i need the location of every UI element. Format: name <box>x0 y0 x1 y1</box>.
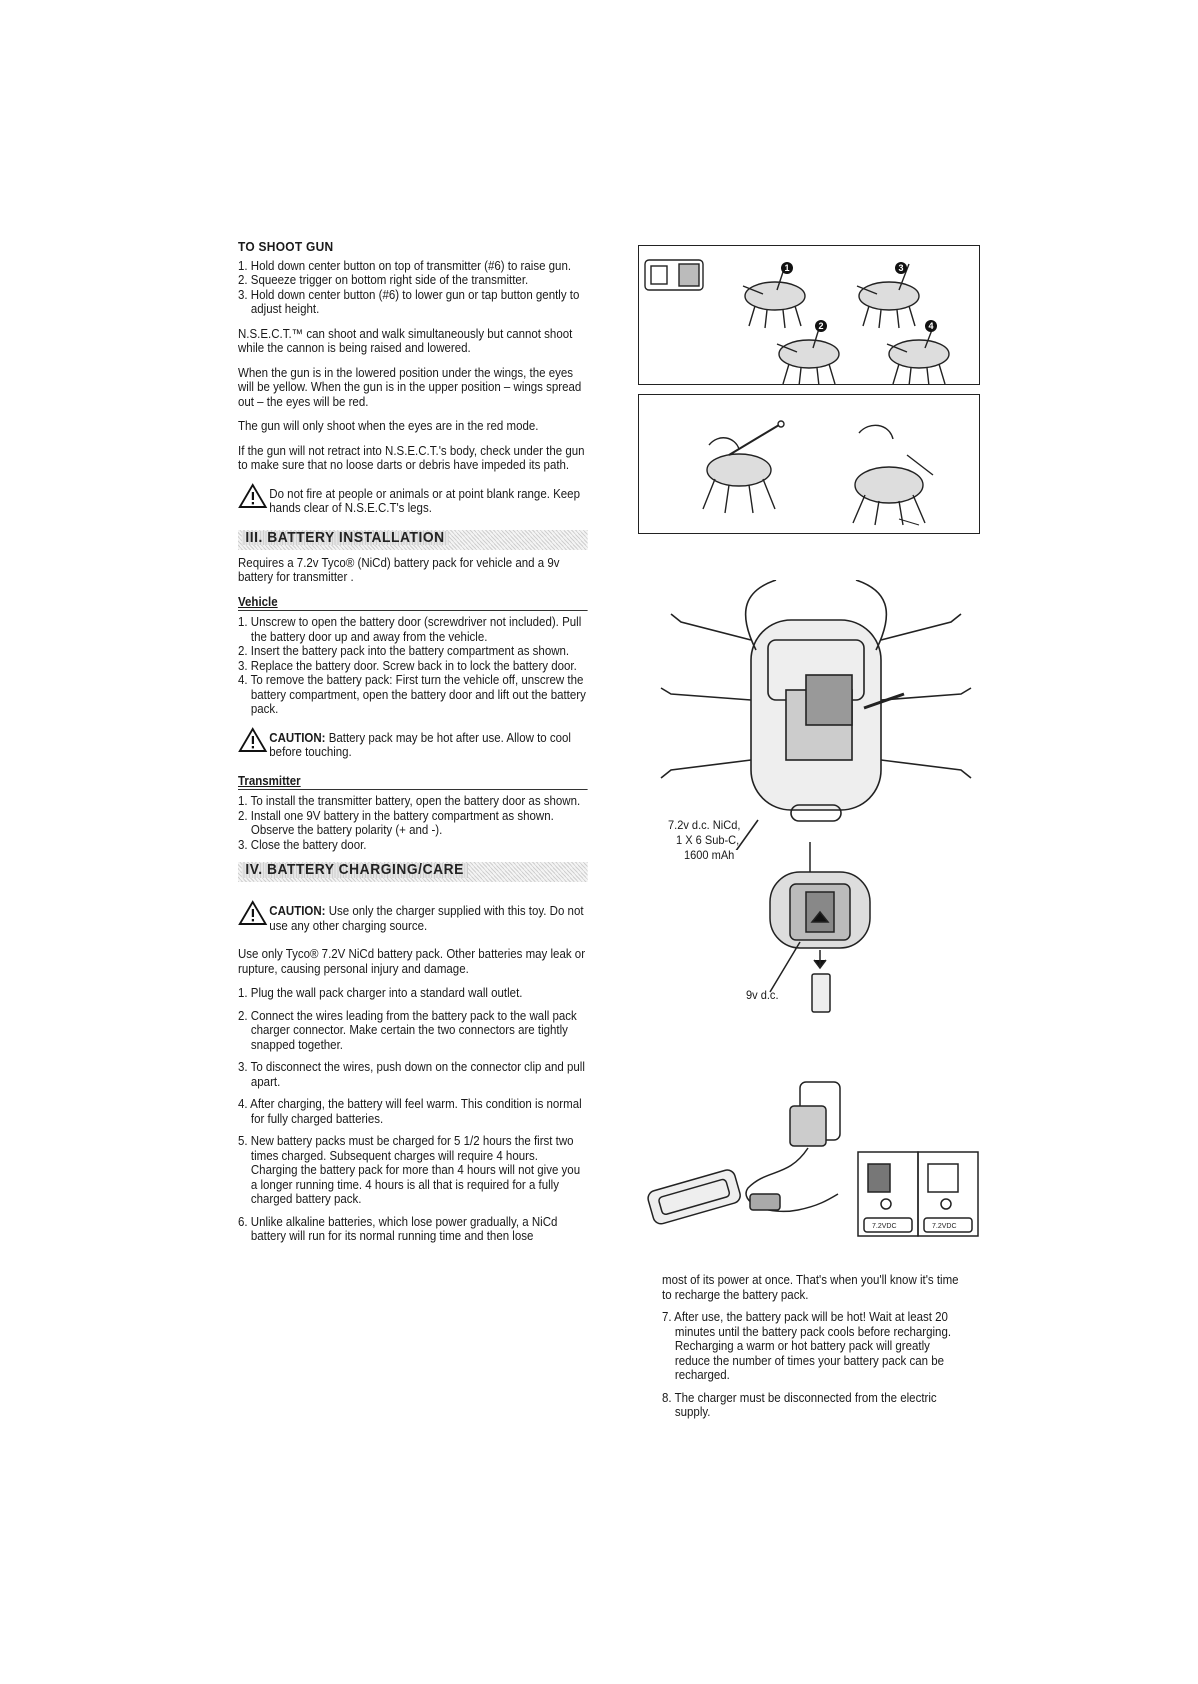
step-number-1: 1 <box>784 263 790 273</box>
caution-label: CAUTION: <box>269 730 326 745</box>
step-number-4: 4 <box>928 321 934 331</box>
warning-triangle-icon <box>238 483 267 509</box>
paragraph: When the gun is in the lowered position under the wings, the eyes will be yellow. When the gun is in the upper position – wings spread out – the eyes will be red. <box>238 365 582 409</box>
paragraph: N.S.E.C.T.™ can shoot and walk simultaneously but cannot shoot while the cannon is being raised and lowered. <box>238 326 573 355</box>
list-item: 3. Replace the battery door. Screw back in to lock the battery door. <box>238 658 577 673</box>
warning-triangle-icon <box>238 900 267 926</box>
battery-spec-label-2: 1 X 6 Sub-C, <box>676 833 740 847</box>
nine-volt-label: 9v d.c. <box>746 988 779 1002</box>
shoot-gun-steps <box>238 259 588 317</box>
charger-figure <box>640 1072 980 1244</box>
caution-text: Use only the charger supplied with this toy. Do not use any other charging source. <box>269 904 584 933</box>
list-item: 6. Unlike alkaline batteries, which lose power gradually, a NiCd battery will run for its normal running time and then lose <box>238 1214 558 1243</box>
battery-spec-label-1: 7.2v d.c. NiCd, <box>668 818 741 832</box>
vehicle-battery-illustration <box>656 580 976 850</box>
list-item: 7. After use, the battery pack will be hot! Wait at least 20 minutes until the battery pack cools before recharging. Recharging a warm or hot battery pack will greatly reduce the number of times your battery pack can be recharged. <box>662 1310 952 1382</box>
list-item: 3. Close the battery door. <box>238 837 367 852</box>
shoot-gun-heading: TO SHOOT GUN <box>238 239 334 254</box>
charging-steps-continued <box>662 1310 961 1420</box>
gun-mode-illustration <box>639 395 979 533</box>
list-item: 2. Squeeze trigger on bottom right side of the transmitter. <box>238 273 529 287</box>
list-item: 1. Plug the wall pack charger into a standard wall outlet. <box>238 986 523 1000</box>
battery-installation-header <box>238 530 588 550</box>
list-item: 1. Hold down center button on top of transmitter (#6) to raise gun. <box>238 258 572 273</box>
list-item: 1. Unscrew to open the battery door (screwdriver not included). Pull the battery door up and away from the vehicle. <box>238 615 582 644</box>
list-item: 2. Insert the battery pack into the battery compartment as shown. <box>238 644 570 658</box>
gun-sequence-figure <box>638 245 980 385</box>
transmitter-heading: Transmitter <box>238 774 588 791</box>
hot-battery-caution <box>238 731 588 760</box>
gun-mode-figure <box>638 394 980 534</box>
warning-text: Do not fire at people or animals or at point blank range. Keep hands clear of N.S.E.C.T's legs. <box>269 486 580 515</box>
vehicle-heading: Vehicle <box>238 595 588 612</box>
gun-sequence-illustration <box>639 246 979 384</box>
fire-warning <box>238 487 588 516</box>
list-item: 4. After charging, the battery will feel warm. This condition is normal for fully charged batteries. <box>238 1097 582 1126</box>
paragraph: The gun will only shoot when the eyes are in the red mode. <box>238 419 539 433</box>
charger-illustration <box>640 1072 980 1244</box>
list-item: 2. Install one 9V battery in the battery compartment as shown. Observe the battery polarity (+ and -). <box>238 808 554 837</box>
charger-caution <box>238 904 588 933</box>
list-item: 3. To disconnect the wires, push down on the connector clip and pull apart. <box>238 1060 585 1089</box>
charger-tag-1: 7.2VDC <box>872 1223 897 1230</box>
battery-spec-label-3: 1600 mAh <box>684 848 735 862</box>
step-number-3: 3 <box>898 263 904 273</box>
requires-text: Requires a 7.2v Tyco® (NiCd) battery pack for vehicle and a 9v battery for transmitter . <box>238 555 560 584</box>
transmitter-steps <box>238 794 588 852</box>
list-item: 8. The charger must be disconnected from the electric supply. <box>662 1390 937 1419</box>
vehicle-battery-figure <box>656 580 976 850</box>
list-item: 1. To install the transmitter battery, open the battery door as shown. <box>238 794 581 808</box>
step-number-2: 2 <box>818 321 824 331</box>
battery-charging-header <box>238 862 588 882</box>
list-item: 5. New battery packs must be charged for 5 1/2 hours the first two times charged. Subsequent charges will require 4 hours. Charging the battery pack for more than 4 hours will not give you a longer running time. 4 hours is all that is required for a fully charged battery pack. <box>238 1134 581 1206</box>
list-item: 4. To remove the battery pack: First turn the vehicle off, unscrew the battery compartment, open the battery door and lift out the battery pack. <box>238 673 586 716</box>
charging-steps <box>238 986 588 1244</box>
section-title: III. BATTERY INSTALLATION <box>242 531 449 546</box>
charging-intro: Use only Tyco® 7.2V NiCd battery pack. Other batteries may leak or rupture, causing personal injury and damage. <box>238 947 586 976</box>
caution-label: CAUTION: <box>269 904 326 918</box>
continued-text: most of its power at once. That's when you'll know it's time to recharge the battery pack. <box>662 1273 959 1302</box>
paragraph: If the gun will not retract into N.S.E.C.T.'s body, check under the gun to make sure that no loose darts or debris have impeded its path. <box>238 443 585 472</box>
section-title: IV. BATTERY CHARGING/CARE <box>242 863 468 878</box>
charger-tag-2: 7.2VDC <box>932 1223 957 1230</box>
warning-triangle-icon <box>238 727 267 753</box>
list-item: 2. Connect the wires leading from the battery pack to the wall pack charger connector. Make certain the two connectors are tightly snapped together. <box>238 1008 577 1052</box>
caution-text: Battery pack may be hot after use. Allow to cool before touching. <box>269 730 571 759</box>
list-item: 3. Hold down center button (#6) to lower gun or tap button gently to adjust height. <box>238 287 580 316</box>
right-column <box>662 1273 961 1430</box>
left-column <box>238 240 588 1254</box>
vehicle-steps <box>238 615 588 717</box>
